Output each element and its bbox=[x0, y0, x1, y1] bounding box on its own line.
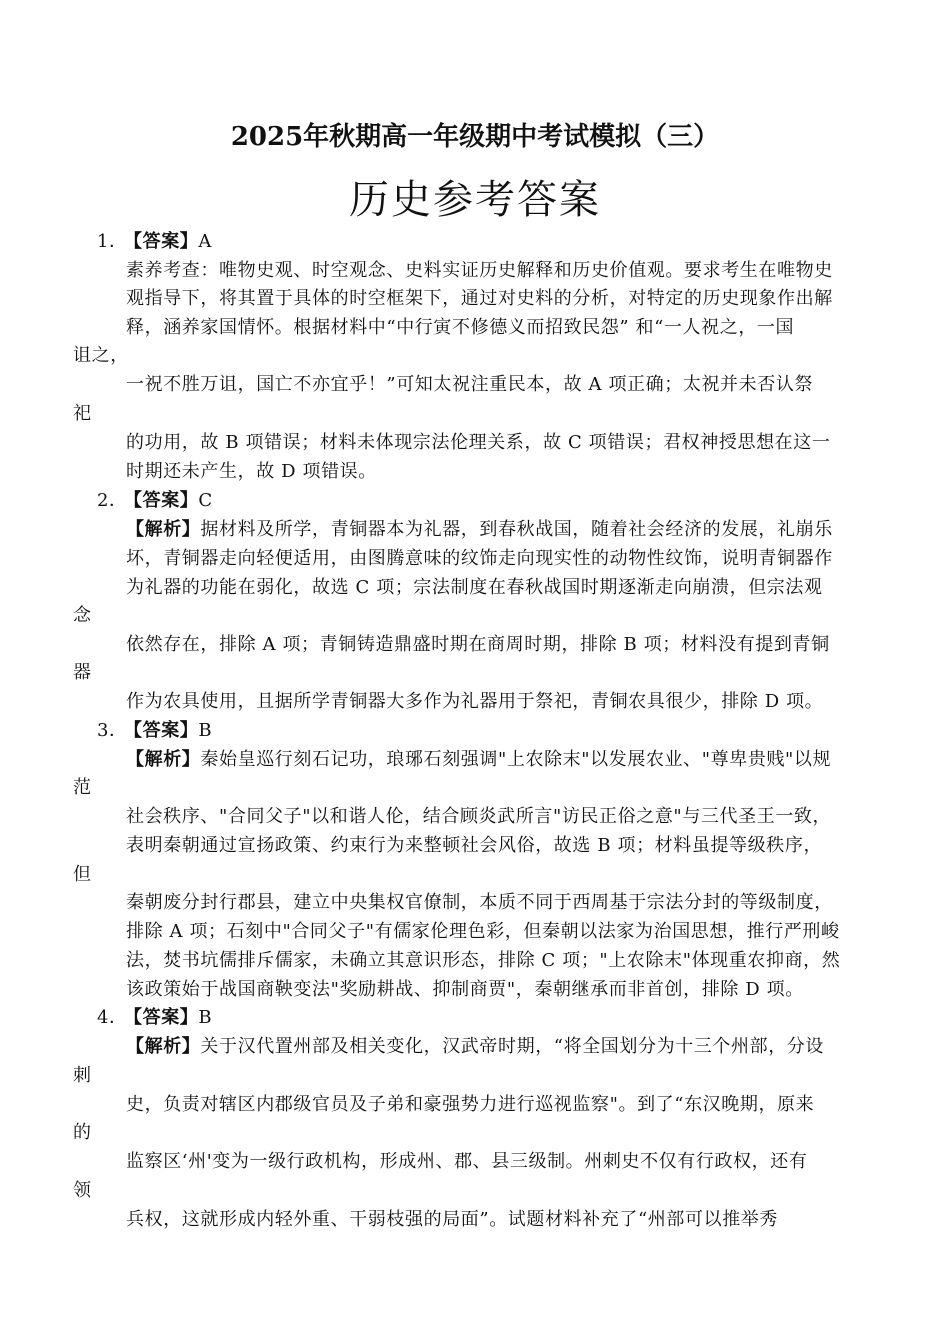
body-line: 监察区‘州'变为一级行政机构，形成州、郡、县三级制。州刺史不仅有行政权，还有 bbox=[126, 1151, 808, 1172]
question-number: 4． bbox=[97, 1007, 128, 1028]
body-line: 作为农具使用，且据所学青铜器大多作为礼器用于祭祀，青铜农具很少，排除 D 项。 bbox=[126, 691, 824, 712]
body-line-wrap: 器 bbox=[73, 662, 92, 683]
body-line: 观指导下，将其置于具体的时空框架下，通过对史料的分析，对特定的历史现象作出解 bbox=[126, 288, 833, 309]
answer-label: 【答案】 bbox=[124, 720, 199, 741]
analysis-text: 关于汉代置州部及相关变化，汉武帝时期，“将全国划分为十三个州部，分设 bbox=[200, 1036, 825, 1057]
document-title: 2025年秋期高一年级期中考试模拟（三） bbox=[230, 122, 720, 152]
question-2-heading bbox=[97, 488, 213, 514]
body-line: 的功用，故 B 项错误；材料未体现宗法伦理关系，故 C 项错误；君权神授思想在这一 bbox=[126, 432, 831, 453]
body-line: 依然存在，排除 A 项；青铜铸造鼎盛时期在商周时期，排除 B 项；材料没有提到青铜 bbox=[126, 634, 830, 655]
question-4-heading bbox=[97, 1005, 212, 1031]
body-line-wrap: 但 bbox=[73, 864, 92, 885]
body-line: 史，负责对辖区内郡级官员及子弟和豪强势力进行巡视监察"。到了“东汉晚期，原来 bbox=[126, 1094, 815, 1115]
body-line: 为礼器的功能在弱化，故选 C 项；宗法制度在春秋战国时期逐渐走向崩溃，但宗法观 bbox=[126, 577, 823, 598]
body-line: 释，涵养家国情怀。根据材料中“中行寅不修德义而招致民怨” 和“一人祝之，一国 bbox=[126, 317, 795, 338]
analysis-line bbox=[126, 517, 833, 543]
body-line-wrap: 刺 bbox=[73, 1065, 92, 1086]
analysis-label: 【解析】 bbox=[126, 749, 201, 770]
question-1-heading bbox=[97, 229, 212, 255]
body-line: 素养考查：唯物史观、时空观念、史料实证历史解释和历史价值观。要求考生在唯物史 bbox=[126, 260, 833, 281]
body-line: 时期还未产生，故 D 项错误。 bbox=[126, 461, 377, 482]
answer-value: A bbox=[198, 231, 213, 252]
body-line: 社会秩序、"合同父子"以和谐人伦，结合顾炎武所言"访民正俗之意"与三代圣王一致， bbox=[126, 806, 832, 827]
question-3-heading bbox=[97, 718, 212, 744]
body-line: 秦朝废分封行郡县，建立中央集权官僚制，本质不同于西周基于宗法分封的等级制度， bbox=[126, 892, 833, 913]
answer-value: B bbox=[198, 1007, 213, 1028]
body-line: 表明秦朝通过宣扬政策、约束行为来整顿社会风俗，故选 B 项；材料虽提等级秩序， bbox=[126, 835, 823, 856]
body-line-wrap: 的 bbox=[73, 1122, 92, 1143]
body-line: 法，焚书坑儒排斥儒家，未确立其意识形态，排除 C 项；"上农除末"体现重农抑商，然 bbox=[126, 950, 841, 971]
answer-value: C bbox=[198, 490, 213, 511]
body-line-wrap: 念 bbox=[73, 605, 92, 626]
body-line: 排除 A 项；石刻中"合同父子"有儒家伦理色彩，但秦朝以法家为治国思想，推行严刑峻 bbox=[126, 921, 840, 942]
analysis-label: 【解析】 bbox=[126, 519, 201, 540]
body-line: 一祝不胜万诅，国亡不亦宜乎！”可知太祝注重民本，故 A 项正确；太祝并未否认祭 bbox=[126, 374, 814, 395]
analysis-line bbox=[126, 747, 831, 773]
body-line: 兵权，这就形成内轻外重、干弱枝强的局面”。试题材料补充了“州部可以推举秀 bbox=[126, 1209, 779, 1230]
analysis-text: 据材料及所学，青铜器本为礼器，到春秋战国，随着社会经济的发展，礼崩乐 bbox=[200, 519, 833, 540]
body-line: 该政策始于战国商鞅变法"奖励耕战、抑制商贾"，秦朝继承而非首创，排除 D 项。 bbox=[126, 979, 804, 1000]
body-line-wrap: 领 bbox=[73, 1180, 92, 1201]
answer-label: 【答案】 bbox=[124, 231, 199, 252]
body-line-wrap: 诅之， bbox=[73, 345, 129, 366]
body-line-wrap: 祀 bbox=[73, 403, 92, 424]
body-line: 坏，青铜器走向轻便适用，由图腾意味的纹饰走向现实性的动物性纹饰，说明青铜器作 bbox=[126, 548, 833, 569]
analysis-label: 【解析】 bbox=[126, 1036, 201, 1057]
document-subtitle: 历史参考答案 bbox=[349, 177, 601, 223]
question-number: 3． bbox=[97, 720, 128, 741]
answer-label: 【答案】 bbox=[124, 1007, 199, 1028]
analysis-line bbox=[126, 1034, 824, 1060]
analysis-text: 秦始皇巡行刻石记功，琅琊石刻强调"上农除末"以发展农业、"尊卑贵贱"以规 bbox=[200, 749, 832, 770]
question-number: 1． bbox=[97, 231, 128, 252]
answer-label: 【答案】 bbox=[124, 490, 199, 511]
body-line-wrap: 范 bbox=[73, 777, 92, 798]
answer-value: B bbox=[198, 720, 213, 741]
question-number: 2． bbox=[97, 490, 128, 511]
